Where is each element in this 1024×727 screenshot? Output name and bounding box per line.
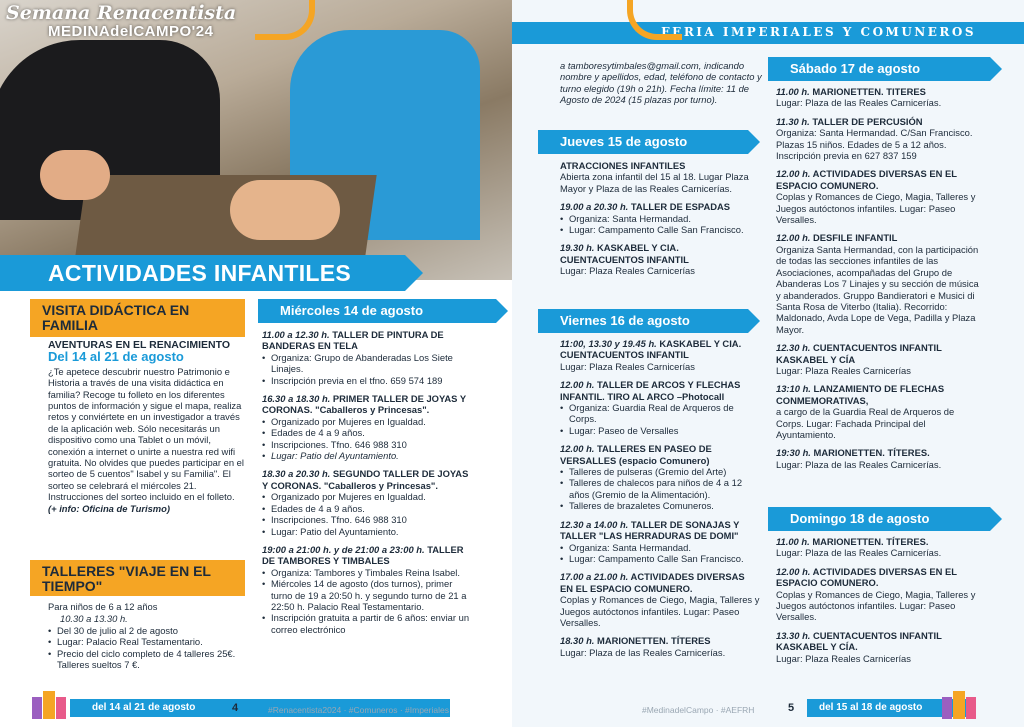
list-item: • Organiza: Santa Hermandad. [560, 213, 760, 224]
castle-logo-icon [942, 691, 976, 719]
visita-subtitle: AVENTURAS EN EL RENACIMIENTO [48, 339, 231, 351]
activity-time: 18.30 a 20.30 h. [262, 468, 331, 480]
activity-title: LANZAMIENTO DE FLECHAS CONMEMORATIVAS, [776, 383, 945, 406]
activity-time: 12.30 h. [776, 342, 811, 354]
event-subtitle: MEDINAdelCAMPO'24 [48, 23, 214, 40]
activity-item [776, 116, 981, 162]
visita-dates: Del 14 al 21 de agosto [48, 349, 184, 365]
activity-title: SEGUNDO TALLER DE JOYAS Y CORONAS. "Caballeros y Princesas". [262, 468, 469, 491]
right-page [512, 0, 1024, 727]
list-item: • Organiza: Santa Hermandad. [560, 542, 760, 553]
activity-text: Organiza: Santa Hermandad. C/San Francisco. Plazas 15 niños. Edades de 5 a 12 años. Inscripción previa en 627 837 159 [776, 127, 973, 162]
activity-title: ATRACCIONES INFANTILES [560, 160, 686, 171]
tambores-continuation [560, 60, 770, 106]
activity-time: 19.30 h. [560, 242, 595, 254]
activity-item [262, 393, 472, 461]
visita-section [48, 340, 248, 514]
talleres-section [48, 601, 253, 670]
day-bar-miercoles: Miércoles 14 de agosto [258, 299, 496, 323]
list-item: • Inscripciones. Tfno. 646 988 310 [262, 514, 472, 525]
activity-title: PRIMER TALLER DE JOYAS Y CORONAS. "Caballeros y Princesas". [262, 393, 466, 416]
activity-time: 17.00 a 21.00 h. [560, 571, 629, 583]
activity-time: 11.00 h. [776, 86, 810, 97]
activity-title: CUENTACUENTOS INFANTIL KASKABEL Y CÍA [776, 342, 942, 365]
talleres-box: TALLERES "VIAJE EN EL TIEMPO" [30, 560, 245, 596]
list-item: • Inscripción gratuita a partir de 6 años: enviar un correo electrónico [262, 612, 472, 635]
talleres-time: 10.30 a 13.30 h. [60, 613, 128, 625]
visita-info: (+ info: Oficina de Turismo) [48, 502, 170, 514]
section-banner [0, 255, 405, 291]
day-bar-domingo: Domingo 18 de agosto [768, 507, 990, 531]
activity-time: 12.00 h. [776, 565, 811, 577]
day-bar-jueves: Jueves 15 de agosto [538, 130, 748, 154]
activity-text: Lugar: Plaza de las Reales Carnicerías. [776, 458, 942, 470]
activity-title: TALLER DE PINTURA DE BANDERAS EN TELA [262, 329, 444, 352]
list-item: • Organizado por Mujeres en Igualdad. [262, 491, 472, 502]
activity-time: 11.00 a 12.30 h. [262, 329, 330, 340]
activity-item [560, 443, 760, 511]
activity-item [560, 242, 760, 276]
activity-item [776, 383, 981, 440]
activity-time: 12.30 a 14.00 h. [560, 518, 629, 530]
activity-text: Lugar: Plaza Reales Carnicerías [776, 652, 911, 664]
list-item: • Talleres de pulseras (Gremio del Arte) [560, 466, 760, 477]
activity-time: 13:10 h. [776, 383, 811, 395]
miercoles-list [262, 322, 472, 635]
visita-box: VISITA DIDÁCTICA EN FAMILIA [30, 299, 245, 337]
list-item: • Edades de 4 a 9 años. [262, 427, 472, 438]
list-item: • Organiza: Grupo de Abanderadas Los Siete Linajes. [262, 352, 472, 375]
footer-date-range: del 14 al 21 de agosto [92, 702, 196, 713]
activity-item [560, 338, 760, 372]
jueves-list [560, 153, 760, 277]
activity-title: KASKABEL Y CIA. CUENTACUENTOS INFANTIL [560, 338, 742, 361]
activity-title: MARIONETTEN. TÍTERES [597, 635, 711, 647]
activity-text: Abierta zona infantil del 15 al 18. Lugar Plaza Mayor y Plaza de las Reales Carnicerías. [560, 171, 749, 194]
activity-title: DESFILE INFANTIL [813, 232, 898, 244]
activity-time: 11:00, 13.30 y 19.45 h. [560, 338, 657, 349]
activity-item [776, 630, 981, 664]
list-item: • Inscripción previa en el tfno. 659 574 189 [262, 375, 472, 386]
talleres-ages: Para niños de 6 a 12 años [48, 601, 158, 612]
activity-title: ACTIVIDADES DIVERSAS EN EL ESPACIO COMUNERO. [776, 565, 957, 589]
activity-title: MARIONETTEN. TÍTERES. [813, 447, 930, 459]
activity-text: Coplas y Romances de Ciego, Magia, Talleres y Juegos autóctonos infantiles. Lugar: Paseo Versalles. [776, 191, 976, 226]
domingo-list [776, 529, 981, 664]
page-number: 5 [788, 702, 795, 714]
list-item: • Talleres de brazaletes Comuneros. [560, 500, 760, 511]
activity-text: Lugar: Plaza de las Reales Carnicerías. [560, 646, 726, 658]
activity-title: MARIONETTEN. TÍTERES. [812, 536, 929, 547]
activity-title: TALLER DE ARCOS Y FLECHAS INFANTIL. TIRO AL ARCO –Photocall [560, 379, 741, 402]
list-item: • Lugar: Paseo de Versalles [560, 425, 760, 436]
activity-time: 12.00 h. [776, 232, 811, 244]
activity-time: 19:30 h. [776, 447, 811, 459]
activity-item [560, 519, 760, 565]
activity-text: a cargo de la Guardia Real de Arqueros de Corps. Lugar: Fachada Principal del Ayuntamiento. [776, 406, 955, 440]
activity-title: TALLER DE PERCUSIÓN [812, 115, 923, 127]
activity-title: TALLER DE ESPADAS [630, 201, 731, 213]
list-item: • Lugar: Patio del Ayuntamiento. [262, 450, 472, 461]
viernes-list [560, 331, 760, 658]
activity-time: 18.30 h. [560, 635, 595, 647]
activity-time: 11.30 h. [776, 115, 810, 127]
right-header-title: FERIA IMPERIALES Y COMUNEROS [661, 25, 976, 39]
day-bar-viernes: Viernes 16 de agosto [538, 309, 748, 333]
activity-title: CUENTACUENTOS INFANTIL KASKABEL Y CÍA. [776, 629, 942, 653]
cover-photo [0, 0, 512, 280]
activity-item [776, 536, 981, 559]
activity-text: Coplas y Romances de Ciego, Magia, Talleres y Juegos autóctonos infantiles. Lugar: Paseo Versalles. [560, 594, 760, 628]
activity-item [560, 635, 760, 658]
right-header-band [512, 22, 1024, 44]
sabado-list [776, 79, 981, 470]
activity-item [560, 379, 760, 436]
list-item: • Lugar: Palacio Real Testamentario. [48, 636, 253, 647]
section-title: ACTIVIDADES INFANTILES [48, 260, 352, 286]
day-bar-sabado: Sábado 17 de agosto [768, 57, 990, 81]
activity-title: ACTIVIDADES DIVERSAS EN EL ESPACIO COMUNERO. [776, 168, 957, 191]
event-title: Semana Renacentista [6, 2, 237, 24]
activity-time: 19.00 a 20.30 h. [560, 201, 629, 213]
page-number: 4 [232, 702, 239, 714]
list-item: • Miércoles 14 de agosto (dos turnos), primer turno de 19 a 20:50 h. y segundo turno de 21 a 22:50 h. Palacio Real Testamentario. [262, 578, 472, 612]
list-item: • Lugar: Patio del Ayuntamiento. [262, 526, 472, 537]
activity-item [776, 168, 981, 225]
activity-text: Lugar: Plaza de las Reales Carnicerías. [776, 547, 942, 559]
activity-text: Organiza Santa Hermandad, con la participación de todas las secciones infantiles de las Asociaciones, acompañadas del Grupo de Abanderas Los 7 Linajes y su sección de música y abanderados. Gruppo Bandieratori e Musici di Santa Rosa de Viterbo (Italia). Recorrido: Maldonado, Avda Lope de Vega, Padilla y Plaza Mayor. [776, 243, 979, 335]
activity-item [560, 201, 760, 235]
activity-time: 12.00 h. [560, 443, 595, 455]
activity-time: 19:00 a 21:00 h. y de 21:00 a 23:00 h. [262, 543, 425, 555]
activity-title: TALLER DE TAMBORES Y TIMBALES [262, 543, 464, 567]
list-item: • Precio del ciclo completo de 4 talleres 25€. Talleres sueltos 7 €. [48, 648, 253, 671]
activity-text: Lugar: Plaza Reales Carnicerías [560, 360, 695, 372]
list-item: • Edades de 4 a 9 años. [262, 503, 472, 514]
activity-title: ACTIVIDADES DIVERSAS EN EL ESPACIO COMUNERO. [560, 571, 745, 594]
list-item: • Del 30 de julio al 2 de agosto [48, 625, 253, 636]
activity-time: 13.30 h. [776, 629, 811, 641]
list-item: • Talleres de chalecos para niños de 4 a 12 años (Gremio de la Alimentación). [560, 477, 760, 500]
activity-item [776, 566, 981, 623]
activity-time: 11.00 h. [776, 536, 810, 547]
list-item: • Lugar: Campamento Calle San Francisco. [560, 224, 760, 235]
activity-item [262, 544, 472, 635]
activity-item [776, 86, 981, 109]
list-item: • Organiza: Guardia Real de Arqueros de Corps. [560, 402, 760, 425]
activity-time: 16.30 a 18.30 h. [262, 393, 331, 405]
footer-hashtags: #Renacentista2024 · #Comuneros · #Imperiales [268, 705, 449, 715]
activity-item [560, 160, 760, 194]
castle-logo-icon [32, 691, 66, 719]
activity-text: Coplas y Romances de Ciego, Magia, Talleres y Juegos autóctonos infantiles. Lugar: Paseo Versalles. [776, 588, 976, 623]
activity-text: Lugar: Plaza Reales Carnicerías [560, 265, 695, 277]
activity-time: 12.00 h. [560, 379, 595, 391]
list-item: • Organizado por Mujeres en Igualdad. [262, 416, 472, 427]
activity-text: Lugar: Plaza Reales Carnicerías [776, 364, 911, 376]
activity-item [560, 571, 760, 628]
activity-item [776, 232, 981, 335]
footer-hashtags: #MedinadelCampo · #AEFRH [642, 705, 755, 715]
activity-item [776, 447, 981, 470]
activity-title: TALLERES EN PASEO DE VERSALLES (espacio Comunero) [560, 443, 712, 466]
activity-item [262, 329, 472, 386]
list-item: • Lugar: Campamento Calle San Francisco. [560, 553, 760, 564]
activity-time: 12.00 h. [776, 168, 811, 180]
footer-date-range: del 15 al 18 de agosto [819, 702, 923, 713]
visita-body: ¿Te apetece descubrir nuestro Patrimonio e Historia a través de una visita didáctica en familia? Recoge tu folleto en los diferentes puntos de información y sigue el mapa, realiza retos y conviértete en un investigador a través de la aplicación web. Sólo necesitarás un dispositivo como una Tablet o un móvil, conexión a internet o unirte a nuestra red wifi gratuita. No olvides que puedes participar en el sorteo de 5 cuentos" Isabel y su Familia". El sorteo se celebrará el miércoles 21. Instrucciones del sorteo incluido en el folleto. [48, 365, 244, 503]
list-item: • Organiza: Tambores y Timbales Reina Isabel. [262, 567, 472, 578]
activity-title: TALLER DE SONAJAS Y TALLER "LAS HERRADURAS DE DOMI" [560, 518, 740, 542]
activity-item [776, 342, 981, 376]
list-item: • Inscripciones. Tfno. 646 988 310 [262, 439, 472, 450]
activity-title: MARIONETTEN. TITERES [812, 86, 926, 97]
activity-item [262, 468, 472, 536]
activity-title: KASKABEL Y CIA. CUENTACUENTOS INFANTIL [560, 242, 689, 265]
activity-text: Lugar: Plaza de las Reales Carnicerías. [776, 97, 942, 109]
continuation-text: a tamboresytimbales@gmail.com, indicando nombre y apellidos, edad, teléfono de contacto y turno elegido (19h o 21h). Fecha límite: 11 de Agosto de 2024 (15 plazas por turno). [560, 60, 762, 106]
